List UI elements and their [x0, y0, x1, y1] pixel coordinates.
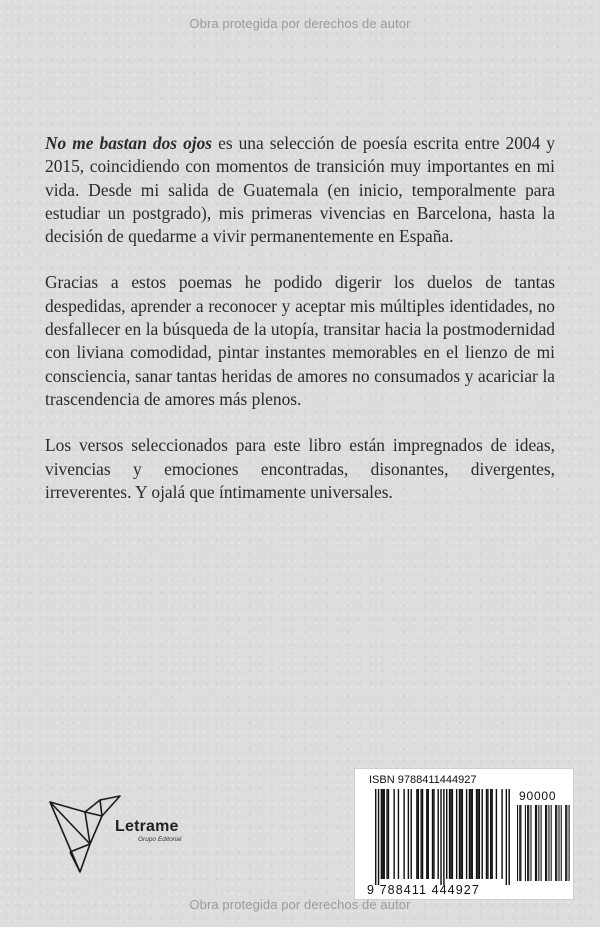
barcode-bar [375, 789, 376, 885]
addon-bar [569, 805, 570, 881]
barcode-bar [416, 789, 417, 879]
barcode-bar [469, 789, 470, 879]
barcode-bar [491, 789, 492, 879]
addon-bar [530, 805, 531, 881]
addon-bar [561, 805, 562, 881]
barcode-bar [487, 789, 488, 879]
blurb-paragraph-1 [45, 132, 555, 248]
copyright-watermark-top: Obra protegida por derechos de autor [189, 16, 411, 31]
book-title: No me bastan dos ojos [45, 133, 213, 153]
addon-bar [528, 805, 529, 881]
addon-bar [527, 805, 528, 881]
barcode-bar [479, 789, 480, 879]
barcode-digits: 9 788411 444927 [367, 883, 480, 897]
barcode-bar [476, 789, 477, 879]
copyright-watermark-bottom: Obra protegida por derechos de autor [189, 897, 411, 912]
barcode-bar [378, 789, 379, 885]
blurb-paragraph-1-text: es una selección de poesía escrita entre 2004 y 2015, coincidiendo con momentos de transición muy importantes en mi vida. Desde mi salida de Guatemala (en inicio, temporalmente para estudiar un postgrado), mis primeras vivencias en Barcelona, hasta la decisión de quedarme a vivir permanentemente en España. [45, 133, 556, 247]
addon-bar [548, 805, 549, 881]
addon-bar [536, 805, 537, 881]
publisher-name: Letrame [115, 818, 179, 835]
barcode-bar [466, 789, 467, 879]
barcode-bar [408, 789, 409, 879]
barcode-bar [446, 789, 447, 879]
barcode-bar [501, 789, 502, 879]
barcode-bar [440, 789, 441, 885]
blurb-paragraph-2: Gracias a estos poemas he podido digerir los duelos de tantas despedidas, aprender a reconocer y aceptar mis múltiples identidades, no desfallecer en la búsqueda de la utopía, transitar hacia la postmodernidad con liviana comodidad, pintar instantes memorables en el lienzo de mi consciencia, sanar tantas heridas de amores no consumados y acariciar la trascendencia de amores más plenos. [45, 272, 555, 409]
barcode-bar [472, 789, 473, 879]
barcode-bar [450, 789, 451, 879]
addon-bar [566, 805, 567, 881]
barcode-bar [422, 789, 423, 879]
barcode-bar [382, 789, 383, 879]
addon-bar [525, 805, 526, 881]
barcode-bar [428, 789, 429, 879]
blurb-paragraph-3: Los versos seleccionados para este libro están impregnados de ideas, vivencias y emociones encontradas, disonantes, divergentes, irreverentes. Y ojalá que íntimamente universales. [45, 435, 555, 502]
addon-bar [538, 805, 539, 881]
back-cover-blurb [45, 132, 555, 527]
isbn-label: ISBN 9788411444927 [369, 774, 477, 786]
addon-bar [556, 805, 557, 881]
addon-bar [517, 805, 518, 881]
barcode-bar [477, 789, 478, 879]
barcode-bar [420, 789, 421, 879]
barcode-bar [393, 789, 394, 879]
addon-bar [546, 805, 547, 881]
barcode-bar [486, 789, 487, 879]
barcode-bar [452, 789, 453, 879]
barcode-bar [418, 789, 419, 879]
barcode-bar [490, 789, 491, 879]
barcode-bar [460, 789, 461, 879]
barcode-bar [508, 789, 509, 885]
addon-bar [520, 805, 521, 881]
barcode-bar [496, 789, 497, 879]
barcode-bar [443, 789, 444, 885]
barcode-bar [506, 789, 507, 885]
barcode-bar [456, 789, 457, 879]
barcode-bar [470, 789, 471, 879]
addon-bar [545, 805, 546, 881]
publisher-subtitle: Grupo Editorial [138, 836, 182, 843]
barcode-bar [437, 789, 438, 879]
addon-bar [555, 805, 556, 881]
isbn-barcode [354, 768, 574, 900]
barcode-bar [388, 789, 389, 879]
barcode-bar [482, 789, 483, 879]
barcode-bar [433, 789, 434, 879]
addon-bar [541, 805, 542, 881]
barcode-bar [459, 789, 460, 879]
barcode-bar [449, 789, 450, 879]
barcode-bar [386, 789, 387, 879]
barcode-bar [398, 789, 399, 879]
addon-bar [535, 805, 536, 881]
barcode-bar [432, 789, 433, 879]
addon-bar [565, 805, 566, 881]
barcode-bar [384, 789, 385, 879]
barcode-bar [426, 789, 427, 879]
price-code: 90000 [519, 789, 557, 803]
addon-bar [558, 805, 559, 881]
barcode-bar [462, 789, 463, 879]
barcode-bar [381, 789, 382, 879]
barcode-bar [403, 789, 404, 879]
addon-bar [519, 805, 520, 881]
barcode-bar [411, 789, 412, 879]
addon-bar [551, 805, 552, 881]
